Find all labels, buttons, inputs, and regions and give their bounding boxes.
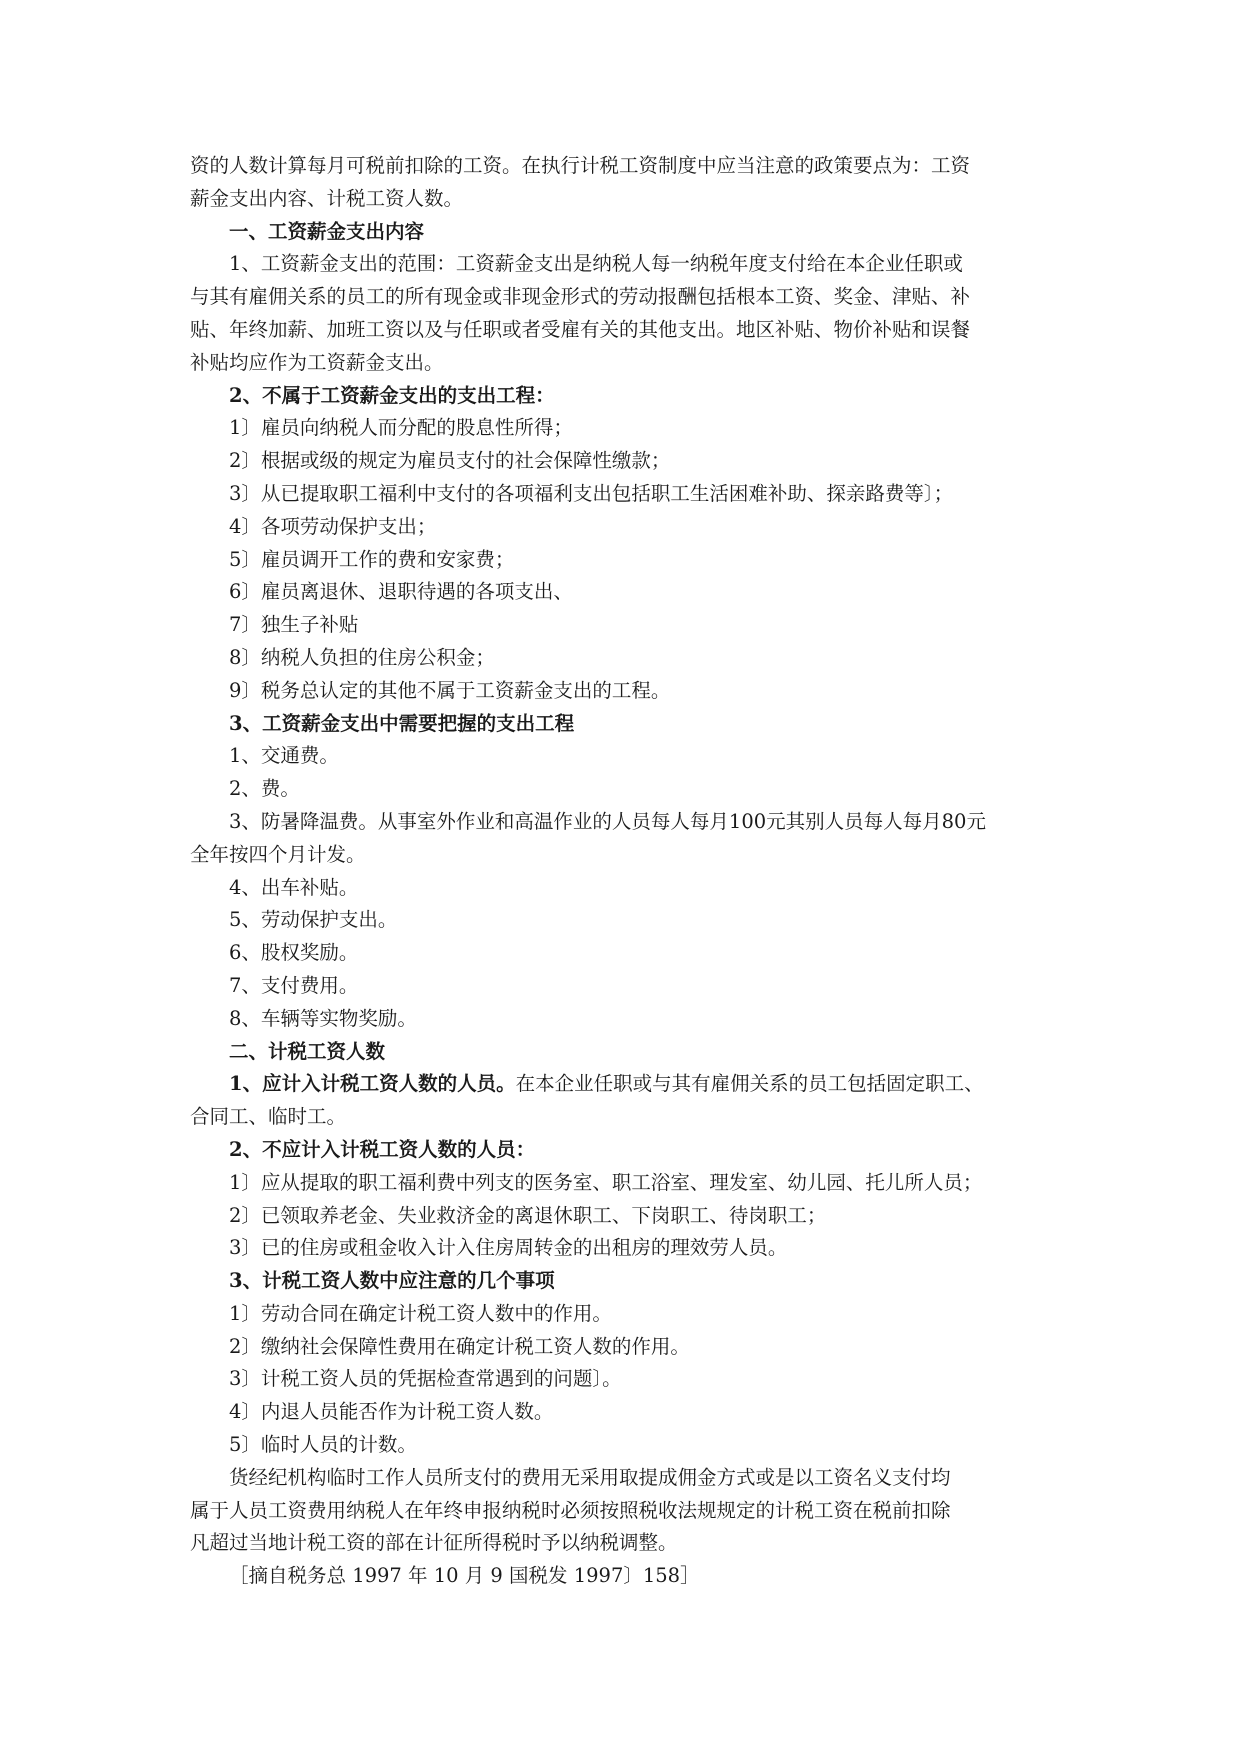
- list-item: 7、支付费用。: [229, 973, 359, 997]
- intro-line-1: 资的人数计算每月可税前扣除的工资。在执行计税工资制度中应当注意的政策要点为：工资: [190, 154, 971, 177]
- list-item: 6、股权奖励。: [229, 941, 359, 965]
- list-item: 7〕独生子补贴: [229, 613, 359, 637]
- list-item: 4〕各项劳动保护支出；: [229, 514, 437, 538]
- list-item: 4〕内退人员能否作为计税工资人数。: [229, 1400, 554, 1424]
- section-1-sub3-heading: 3、工资薪金支出中需要把握的支出工程: [229, 711, 575, 735]
- list-item: 4、出车补贴。: [229, 875, 359, 899]
- section-2-p1-line-1: [190, 1068, 1056, 1101]
- section-1-p1-line-4: 补贴均应作为工资薪金支出。: [190, 350, 444, 374]
- section-2-heading: 二、计税工资人数: [229, 1039, 386, 1063]
- list-item: 2、费。: [229, 777, 300, 801]
- closing-line-1: 货经纪机构临时工作人员所支付的费用无采用取提成佣金方式或是以工资名义支付均: [229, 1465, 951, 1489]
- section-1-heading: 一、工资薪金支出内容: [229, 219, 425, 243]
- list-item: 2〕已领取养老金、失业救济金的离退休职工、下岗职工、待岗职工；: [229, 1203, 827, 1227]
- document-page: [190, 150, 1056, 1593]
- list-item-heat-allowance-line-2: 全年按四个月计发。: [190, 842, 366, 866]
- section-2-p1-bold-lead: 1、应计入计税工资人数的人员。: [229, 1072, 516, 1096]
- list-item: 3〕已的住房或租金收入计入住房周转金的出租房的理效劳人员。: [229, 1236, 788, 1260]
- list-item: 1〕劳动合同在确定计税工资人数中的作用。: [229, 1301, 612, 1325]
- list-item: 3〕计税工资人员的凭据检查常遇到的问题〕。: [229, 1367, 622, 1391]
- section-2-sub2-heading: 2、不应计入计税工资人数的人员：: [229, 1137, 536, 1161]
- list-item: 2〕根据或级的规定为雇员支付的社会保障性缴款；: [229, 449, 671, 473]
- section-2-p1-rest: 在本企业任职或与其有雇佣关系的员工包括固定职工、: [515, 1072, 984, 1096]
- closing-line-2: 属于人员工资费用纳税人在年终申报纳税时必须按照税收法规规定的计税工资在税前扣除: [190, 1498, 951, 1522]
- section-2-sub3-heading: 3、计税工资人数中应注意的几个事项: [229, 1269, 555, 1293]
- section-1-sub2-heading: 2、不属于工资薪金支出的支出工程：: [229, 383, 555, 407]
- list-item: 3〕从已提取职工福利中支付的各项福利支出包括职工生活困难补助、探亲路费等〕；: [229, 481, 954, 505]
- list-item: 5〕雇员调开工作的费和安家费；: [229, 547, 515, 571]
- list-item: 5〕临时人员的计数。: [229, 1433, 417, 1457]
- list-item: 1〕应从提取的职工福利费中列支的医务室、职工浴室、理发室、幼儿园、托儿所人员；: [229, 1170, 983, 1194]
- closing-line-3: 凡超过当地计税工资的部在计征所得税时予以纳税调整。: [190, 1531, 678, 1555]
- list-item: 1〕雇员向纳税人而分配的股息性所得；: [229, 416, 573, 440]
- list-item: 5、劳动保护支出。: [229, 908, 398, 932]
- section-1-p1-line-2: 与其有雇佣关系的员工的所有现金或非现金形式的劳动报酬包括根本工资、奖金、津贴、补: [190, 285, 971, 309]
- list-item: 9〕税务总认定的其他不属于工资薪金支出的工程。: [229, 678, 671, 702]
- section-1-p1-line-1: 1、工资薪金支出的范围：工资薪金支出是纳税人每一纳税年度支付给在本企业任职或: [229, 252, 963, 276]
- section-1-p1-line-3: 贴、年终加薪、加班工资以及与任职或者受雇有关的其他支出。地区补贴、物价补贴和误餐: [190, 317, 971, 341]
- citation: ［摘自税务总 1997 年 10 月 9 国税发 1997〕158］: [229, 1564, 700, 1588]
- list-item: 8、车辆等实物奖励。: [229, 1006, 417, 1030]
- list-item-heat-allowance-line-1: 3、防暑降温费。从事室外作业和高温作业的人员每人每月100元其别人员每人每月80元: [229, 809, 986, 833]
- list-item: 6〕雇员离退休、退职待遇的各项支出、: [229, 580, 573, 604]
- section-2-p1-line-2: 合同工、临时工。: [190, 1105, 347, 1129]
- intro-line-2: 薪金支出内容、计税工资人数。: [190, 186, 464, 210]
- list-item: 1、交通费。: [229, 744, 339, 768]
- list-item: 2〕缴纳社会保障性费用在确定计税工资人数的作用。: [229, 1334, 690, 1358]
- list-item: 8〕纳税人负担的住房公积金；: [229, 645, 495, 669]
